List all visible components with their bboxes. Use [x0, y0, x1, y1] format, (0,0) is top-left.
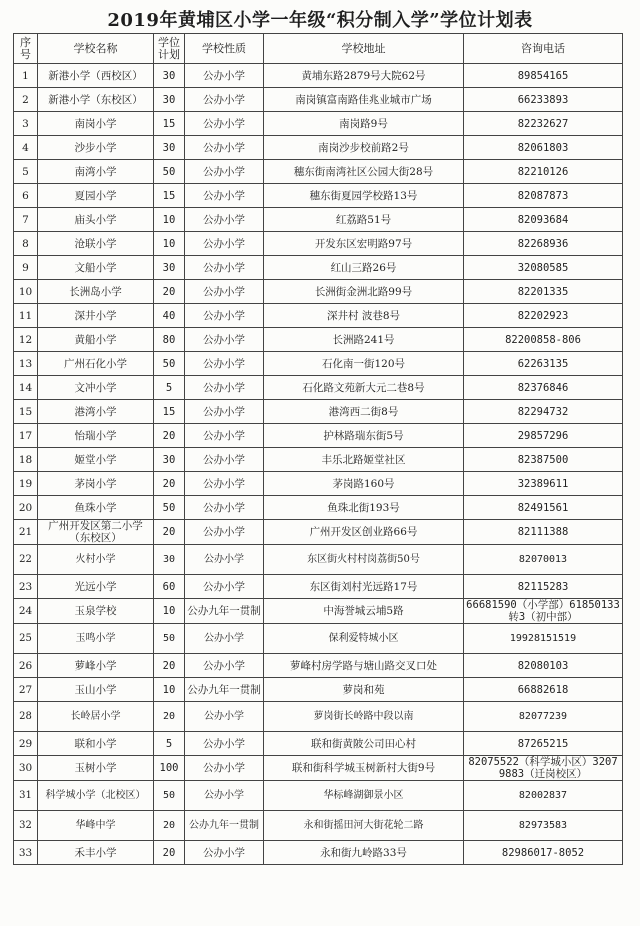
cell-no: 22	[14, 545, 38, 575]
cell-quota: 20	[154, 811, 185, 841]
cell-school-name: 黄船小学	[38, 328, 154, 352]
table-row	[14, 520, 623, 545]
cell-address: 红荔路51号	[264, 208, 464, 232]
cell-school-name: 南岗小学	[38, 112, 154, 136]
cell-no: 21	[14, 520, 38, 545]
cell-school-type: 公办小学	[185, 424, 264, 448]
cell-phone: 82294732	[464, 400, 623, 424]
cell-quota: 20	[154, 280, 185, 304]
table-row	[14, 160, 623, 184]
cell-no: 19	[14, 472, 38, 496]
cell-address: 石化南一街120号	[264, 352, 464, 376]
table-row	[14, 400, 623, 424]
cell-phone: 82200858-806	[464, 328, 623, 352]
cell-no: 24	[14, 599, 38, 624]
cell-phone: 82268936	[464, 232, 623, 256]
cell-phone: 82232627	[464, 112, 623, 136]
cell-no: 1	[14, 64, 38, 88]
cell-phone: 62263135	[464, 352, 623, 376]
cell-school-name: 文冲小学	[38, 376, 154, 400]
cell-phone: 87265215	[464, 732, 623, 756]
cell-quota: 60	[154, 575, 185, 599]
cell-school-type: 公办九年一贯制	[185, 811, 264, 841]
cell-school-type: 公办小学	[185, 496, 264, 520]
cell-no: 3	[14, 112, 38, 136]
table-row	[14, 732, 623, 756]
table-row	[14, 756, 623, 781]
cell-school-type: 公办小学	[185, 160, 264, 184]
header-address: 学校地址	[264, 34, 464, 64]
cell-no: 6	[14, 184, 38, 208]
cell-quota: 100	[154, 756, 185, 781]
cell-address: 茅岗路160号	[264, 472, 464, 496]
cell-address: 南岗路9号	[264, 112, 464, 136]
cell-school-type: 公办小学	[185, 545, 264, 575]
cell-phone: 32389611	[464, 472, 623, 496]
table-row	[14, 599, 623, 624]
cell-no: 11	[14, 304, 38, 328]
cell-address: 黄埔东路2879号大院62号	[264, 64, 464, 88]
cell-school-name: 玉泉学校	[38, 599, 154, 624]
cell-no: 7	[14, 208, 38, 232]
cell-school-type: 公办小学	[185, 352, 264, 376]
cell-address: 深井村 波巷8号	[264, 304, 464, 328]
table-row	[14, 678, 623, 702]
cell-phone: 89854165	[464, 64, 623, 88]
cell-quota: 30	[154, 448, 185, 472]
cell-address: 萝岗和苑	[264, 678, 464, 702]
cell-quota: 30	[154, 136, 185, 160]
cell-phone: 82080103	[464, 654, 623, 678]
table-row	[14, 472, 623, 496]
cell-school-type: 公办小学	[185, 624, 264, 654]
cell-no: 27	[14, 678, 38, 702]
cell-no: 28	[14, 702, 38, 732]
cell-address: 红山三路26号	[264, 256, 464, 280]
cell-phone: 82075522（科学城小区）32079883（迁岗校区）	[464, 756, 623, 781]
table-row	[14, 304, 623, 328]
cell-quota: 15	[154, 184, 185, 208]
cell-phone: 82201335	[464, 280, 623, 304]
table-row	[14, 811, 623, 841]
cell-school-type: 公办小学	[185, 702, 264, 732]
cell-no: 29	[14, 732, 38, 756]
cell-quota: 50	[154, 781, 185, 811]
cell-phone: 82077239	[464, 702, 623, 732]
cell-school-name: 华峰中学	[38, 811, 154, 841]
cell-school-type: 公办小学	[185, 841, 264, 865]
header-no: 序号	[14, 34, 38, 64]
cell-phone: 82093684	[464, 208, 623, 232]
table-row	[14, 781, 623, 811]
cell-school-type: 公办小学	[185, 304, 264, 328]
cell-address: 港湾西二街8号	[264, 400, 464, 424]
table-row	[14, 841, 623, 865]
table-row	[14, 136, 623, 160]
cell-school-name: 长岭居小学	[38, 702, 154, 732]
cell-quota: 10	[154, 232, 185, 256]
cell-school-type: 公办小学	[185, 88, 264, 112]
cell-address: 萝峰村房学路与塘山路交叉口处	[264, 654, 464, 678]
cell-address: 南岗沙步校前路2号	[264, 136, 464, 160]
table-body	[14, 64, 623, 865]
cell-phone: 82115283	[464, 575, 623, 599]
table-row	[14, 256, 623, 280]
cell-school-name: 玉山小学	[38, 678, 154, 702]
cell-school-type: 公办小学	[185, 136, 264, 160]
cell-school-type: 公办小学	[185, 520, 264, 545]
table-row	[14, 575, 623, 599]
cell-no: 4	[14, 136, 38, 160]
cell-phone: 82061803	[464, 136, 623, 160]
table-row	[14, 654, 623, 678]
cell-school-name: 光远小学	[38, 575, 154, 599]
cell-school-type: 公办小学	[185, 232, 264, 256]
cell-school-name: 沧联小学	[38, 232, 154, 256]
cell-address: 保利爱特城小区	[264, 624, 464, 654]
cell-school-type: 公办小学	[185, 256, 264, 280]
cell-no: 13	[14, 352, 38, 376]
cell-quota: 30	[154, 545, 185, 575]
cell-quota: 20	[154, 472, 185, 496]
header-school-name: 学校名称	[38, 34, 154, 64]
cell-school-name: 广州开发区第二小学（东校区）	[38, 520, 154, 545]
cell-quota: 15	[154, 400, 185, 424]
cell-phone: 19928151519	[464, 624, 623, 654]
cell-no: 8	[14, 232, 38, 256]
cell-no: 30	[14, 756, 38, 781]
cell-quota: 30	[154, 88, 185, 112]
cell-quota: 40	[154, 304, 185, 328]
cell-school-type: 公办小学	[185, 756, 264, 781]
cell-quota: 50	[154, 624, 185, 654]
cell-school-name: 广州石化小学	[38, 352, 154, 376]
cell-phone: 82491561	[464, 496, 623, 520]
cell-school-name: 禾丰小学	[38, 841, 154, 865]
cell-no: 5	[14, 160, 38, 184]
cell-address: 联和街黄陂公司田心村	[264, 732, 464, 756]
cell-school-name: 港湾小学	[38, 400, 154, 424]
cell-school-name: 夏园小学	[38, 184, 154, 208]
cell-quota: 5	[154, 732, 185, 756]
cell-phone: 66233893	[464, 88, 623, 112]
cell-quota: 10	[154, 208, 185, 232]
cell-no: 10	[14, 280, 38, 304]
table-row	[14, 64, 623, 88]
table-row	[14, 112, 623, 136]
table-row	[14, 702, 623, 732]
cell-phone: 82973583	[464, 811, 623, 841]
cell-school-name: 南湾小学	[38, 160, 154, 184]
cell-school-type: 公办小学	[185, 112, 264, 136]
cell-phone: 82087873	[464, 184, 623, 208]
cell-no: 2	[14, 88, 38, 112]
cell-school-name: 新港小学（西校区）	[38, 64, 154, 88]
cell-no: 25	[14, 624, 38, 654]
cell-address: 永和街九岭路33号	[264, 841, 464, 865]
cell-quota: 15	[154, 112, 185, 136]
cell-address: 东区街刘村光远路17号	[264, 575, 464, 599]
cell-quota: 20	[154, 841, 185, 865]
cell-quota: 20	[154, 520, 185, 545]
cell-quota: 20	[154, 424, 185, 448]
table-row	[14, 624, 623, 654]
cell-no: 12	[14, 328, 38, 352]
cell-no: 31	[14, 781, 38, 811]
cell-no: 18	[14, 448, 38, 472]
cell-school-type: 公办小学	[185, 64, 264, 88]
cell-school-name: 姬堂小学	[38, 448, 154, 472]
cell-address: 开发东区宏明路97号	[264, 232, 464, 256]
cell-quota: 5	[154, 376, 185, 400]
cell-phone: 66681590（小学部）61850133转3（初中部）	[464, 599, 623, 624]
cell-no: 15	[14, 400, 38, 424]
cell-school-type: 公办九年一贯制	[185, 678, 264, 702]
cell-address: 丰乐北路姬堂社区	[264, 448, 464, 472]
cell-school-name: 火村小学	[38, 545, 154, 575]
cell-school-name: 庙头小学	[38, 208, 154, 232]
cell-school-name: 沙步小学	[38, 136, 154, 160]
table-row	[14, 208, 623, 232]
cell-school-type: 公办小学	[185, 184, 264, 208]
cell-school-name: 科学城小学（北校区）	[38, 781, 154, 811]
cell-quota: 80	[154, 328, 185, 352]
cell-quota: 30	[154, 64, 185, 88]
cell-school-name: 联和小学	[38, 732, 154, 756]
document-title: 2019年黄埔区小学一年级“积分制入学”学位计划表	[107, 10, 533, 31]
table-row	[14, 280, 623, 304]
cell-address: 华标峰湖御景小区	[264, 781, 464, 811]
cell-address: 护林路瑞东街5号	[264, 424, 464, 448]
cell-quota: 10	[154, 599, 185, 624]
cell-phone: 66882618	[464, 678, 623, 702]
cell-address: 永和街摇田河大街花轮二路	[264, 811, 464, 841]
cell-address: 长洲街金洲北路99号	[264, 280, 464, 304]
cell-quota: 20	[154, 702, 185, 732]
cell-school-type: 公办小学	[185, 781, 264, 811]
cell-school-name: 萝峰小学	[38, 654, 154, 678]
header-school-type: 学校性质	[185, 34, 264, 64]
cell-school-type: 公办小学	[185, 208, 264, 232]
cell-address: 萝岗街长岭路中段以南	[264, 702, 464, 732]
cell-phone: 32080585	[464, 256, 623, 280]
cell-quota: 10	[154, 678, 185, 702]
cell-no: 26	[14, 654, 38, 678]
cell-phone: 82387500	[464, 448, 623, 472]
table-row	[14, 88, 623, 112]
cell-school-type: 公办小学	[185, 654, 264, 678]
cell-phone: 82111388	[464, 520, 623, 545]
table-row	[14, 328, 623, 352]
cell-school-type: 公办小学	[185, 400, 264, 424]
cell-school-type: 公办小学	[185, 280, 264, 304]
cell-phone: 82210126	[464, 160, 623, 184]
cell-school-name: 怡瑞小学	[38, 424, 154, 448]
cell-school-name: 长洲岛小学	[38, 280, 154, 304]
table-row	[14, 184, 623, 208]
cell-quota: 50	[154, 496, 185, 520]
cell-phone: 82986017-8052	[464, 841, 623, 865]
header-quota: 学位计划	[154, 34, 185, 64]
cell-no: 17	[14, 424, 38, 448]
cell-address: 联和街科学城玉树新村大街9号	[264, 756, 464, 781]
cell-school-type: 公办小学	[185, 472, 264, 496]
cell-address: 广州开发区创业路66号	[264, 520, 464, 545]
table-row	[14, 376, 623, 400]
cell-quota: 50	[154, 352, 185, 376]
cell-school-type: 公办小学	[185, 732, 264, 756]
table-row	[14, 448, 623, 472]
cell-school-type: 公办小学	[185, 575, 264, 599]
cell-address: 东区街火村村岗荔街50号	[264, 545, 464, 575]
cell-no: 9	[14, 256, 38, 280]
cell-quota: 20	[154, 654, 185, 678]
table-row	[14, 232, 623, 256]
table-header-row	[14, 34, 623, 64]
cell-school-type: 公办小学	[185, 328, 264, 352]
table-row	[14, 496, 623, 520]
cell-school-name: 文船小学	[38, 256, 154, 280]
cell-no: 20	[14, 496, 38, 520]
cell-no: 23	[14, 575, 38, 599]
table-row	[14, 424, 623, 448]
cell-school-name: 玉树小学	[38, 756, 154, 781]
cell-phone: 82202923	[464, 304, 623, 328]
cell-school-name: 深井小学	[38, 304, 154, 328]
cell-quota: 30	[154, 256, 185, 280]
cell-school-name: 新港小学（东校区）	[38, 88, 154, 112]
table-row	[14, 545, 623, 575]
cell-school-type: 公办小学	[185, 376, 264, 400]
cell-phone: 82070013	[464, 545, 623, 575]
cell-phone: 82376846	[464, 376, 623, 400]
cell-no: 14	[14, 376, 38, 400]
cell-school-type: 公办小学	[185, 448, 264, 472]
school-plan-table	[13, 33, 623, 865]
cell-school-name: 玉鸣小学	[38, 624, 154, 654]
cell-address: 南岗镇富南路佳兆业城市广场	[264, 88, 464, 112]
cell-quota: 50	[154, 160, 185, 184]
cell-address: 鱼珠北街193号	[264, 496, 464, 520]
header-phone: 咨询电话	[464, 34, 623, 64]
cell-phone: 29857296	[464, 424, 623, 448]
cell-school-type: 公办九年一贯制	[185, 599, 264, 624]
cell-no: 32	[14, 811, 38, 841]
cell-address: 长洲路241号	[264, 328, 464, 352]
cell-school-name: 茅岗小学	[38, 472, 154, 496]
cell-school-name: 鱼珠小学	[38, 496, 154, 520]
cell-address: 穗东街夏园学校路13号	[264, 184, 464, 208]
table-row	[14, 352, 623, 376]
cell-address: 穗东街南湾社区公园大街28号	[264, 160, 464, 184]
cell-address: 石化路文苑新大元二巷8号	[264, 376, 464, 400]
cell-address: 中海誉城云埔5路	[264, 599, 464, 624]
cell-phone: 82002837	[464, 781, 623, 811]
cell-no: 33	[14, 841, 38, 865]
